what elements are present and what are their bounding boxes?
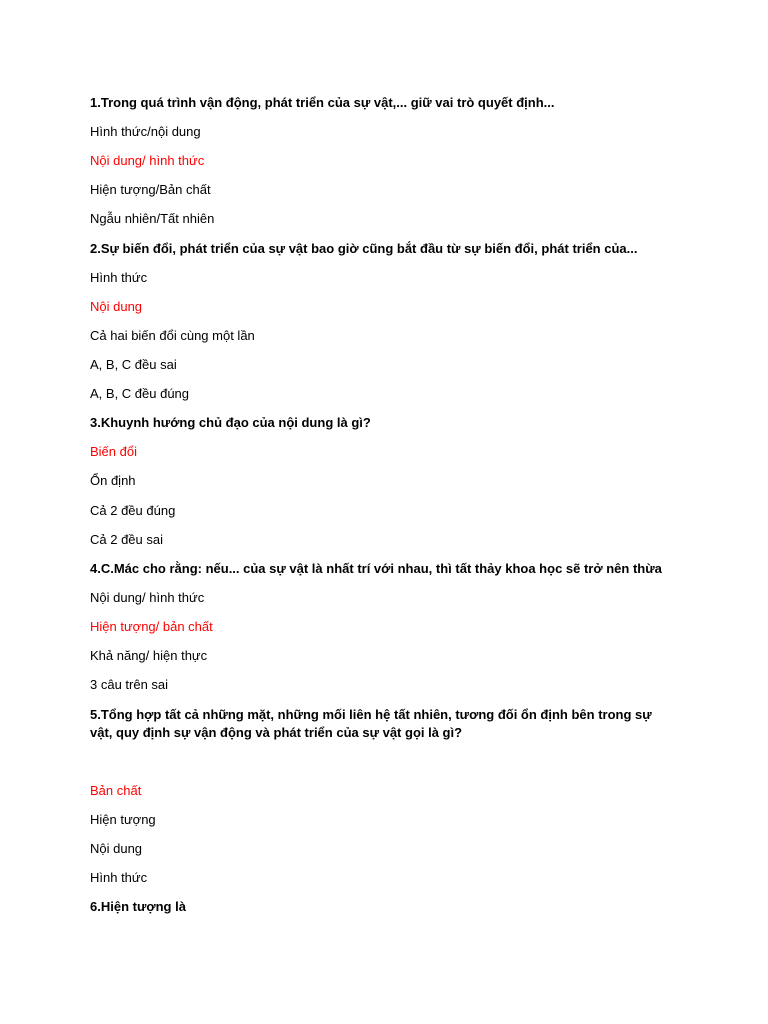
q4-option-1: Nội dung/ hình thức — [90, 590, 205, 605]
q3-option-4: Cả 2 đều sai — [90, 532, 163, 547]
q2-option-2-correct: Nội dung — [90, 299, 143, 314]
q1-option-2-correct: Nội dung/ hình thức — [90, 153, 205, 168]
q2-option-1: Hình thức — [90, 270, 148, 285]
question-3: 3.Khuynh hướng chủ đạo của nội dung là gì? — [90, 415, 371, 430]
q2-option-3: Cả hai biến đổi cùng một lần — [90, 328, 255, 343]
q4-option-3: Khả năng/ hiện thực — [90, 648, 208, 663]
question-6: 6.Hiện tượng là — [90, 899, 186, 914]
q3-option-1-correct: Biến đổi — [90, 444, 137, 459]
q5-option-1-correct: Bản chất — [90, 783, 142, 798]
q1-option-3: Hiện tượng/Bản chất — [90, 182, 211, 197]
q1-option-4: Ngẫu nhiên/Tất nhiên — [90, 211, 215, 226]
q4-option-4: 3 câu trên sai — [90, 677, 169, 692]
q5-option-3: Nội dung — [90, 841, 143, 856]
q3-option-2: Ổn định — [90, 473, 136, 488]
q4-option-2-correct: Hiện tượng/ bản chất — [90, 619, 213, 634]
q3-option-3: Cả 2 đều đúng — [90, 503, 176, 518]
q1-option-1: Hình thức/nội dung — [90, 124, 201, 139]
question-1: 1.Trong quá trình vận động, phát triển của sự vật,... giữ vai trò quyết định... — [90, 95, 555, 110]
question-5: 5.Tổng hợp tất cả những mặt, những mối liên hệ tất nhiên, tương đối ổn định bên trong sự vật, quy định sự vận động và phát triển của sự vật gọi là gì? — [90, 707, 652, 740]
q2-option-5: A, B, C đều đúng — [90, 386, 190, 401]
question-4: 4.C.Mác cho rằng: nếu... của sự vật là nhất trí với nhau, thì tất thảy khoa học sẽ trở nên thừa — [90, 561, 662, 576]
q5-option-2: Hiện tượng — [90, 812, 156, 827]
question-2: 2.Sự biến đổi, phát triển của sự vật bao giờ cũng bắt đầu từ sự biến đổi, phát triển của... — [90, 241, 638, 256]
q5-option-4: Hình thức — [90, 870, 148, 885]
q2-option-4: A, B, C đều sai — [90, 357, 177, 372]
